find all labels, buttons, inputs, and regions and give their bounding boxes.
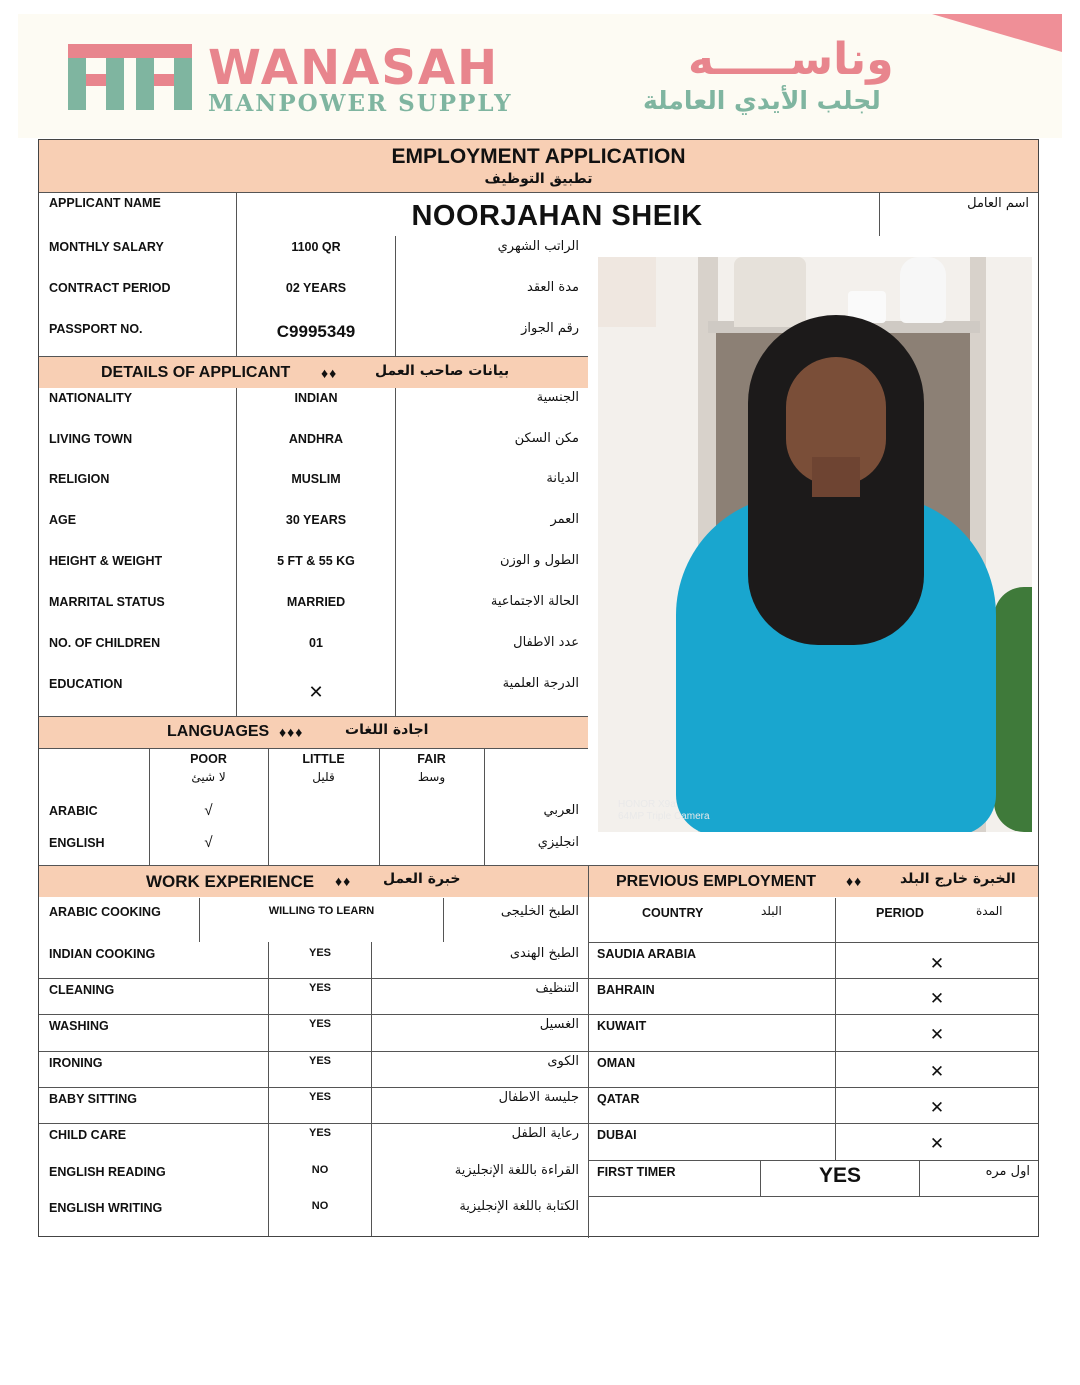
details-section-band [39,357,588,388]
previous-employment-section-band [588,866,1038,897]
photo-watermark-line-2: 64MP Triple Camera [618,811,710,822]
first-timer-value: YES [818,1164,862,1187]
living-town-value: ANDHRA [288,432,344,446]
age-label: AGE [49,513,77,527]
first-timer-label-ar: اول مره [985,1164,1030,1179]
we-child-care-label: CHILD CARE [49,1128,127,1142]
contract-period-label: CONTRACT PERIOD [49,281,171,295]
age-value: 30 YEARS [285,513,347,527]
lang-english-poor-check-icon: √ [204,834,213,851]
applicant-name-label: APPLICANT NAME [49,196,161,210]
lang-level-little: LITTLE [302,752,345,766]
details-title-en: DETAILS OF APPLICANT [101,364,291,381]
marital-status-value: MARRIED [286,595,346,609]
height-weight-value: 5 FT & 55 KG [277,554,355,568]
we-arabic-cooking-label-ar: الطبخ الخليجى [500,904,579,919]
pe-period-dubai-cross-icon: ✕ [929,1134,945,1153]
pe-country-qatar: QATAR [597,1092,640,1106]
lang-level-poor-ar: لا شيئ [191,770,226,784]
we-ironing-label-ar: الكوى [547,1054,579,1069]
we-cleaning-label: CLEANING [49,983,115,997]
nationality-label: NATIONALITY [49,391,133,405]
contract-period-label-ar: مدة العقد [527,280,579,295]
brand-subtitle-ar: لجلب الأيدي العاملة [643,86,881,115]
form-title-band [39,140,1038,192]
we-arabic-cooking-label: ARABIC COOKING [49,905,161,919]
work-experience-title-ar: خبرة العمل [383,871,461,887]
we-english-reading-label: ENGLISH READING [49,1165,166,1179]
company-banner [18,14,1062,138]
religion-label: RELIGION [49,472,110,486]
applicant-name-label-ar: اسم العامل [967,196,1029,211]
we-ironing-value: YES [308,1055,331,1067]
pe-country-kuwait: KUWAIT [597,1019,647,1033]
we-english-writing-value: NO [311,1200,329,1212]
we-child-care-label-ar: رعاية الطفل [511,1126,579,1141]
details-title-ar: بيانات صاحب العمل [375,363,510,379]
pe-country-oman: OMAN [597,1056,636,1070]
monthly-salary-label-ar: الراتب الشهري [497,239,579,254]
religion-label-ar: الديانة [546,471,579,486]
form-title-en: EMPLOYMENT APPLICATION [391,145,686,168]
form-title-ar: تطبيق التوظيف [484,171,593,187]
passport-no-label: PASSPORT NO. [49,322,143,336]
we-english-reading-label-ar: القراءة باللغة الإنجليزية [454,1163,579,1178]
brand-name-ar: وناســـــه [688,34,894,85]
we-washing-label-ar: الغسيل [539,1017,579,1032]
height-weight-label: HEIGHT & WEIGHT [49,554,163,568]
nationality-value: INDIAN [294,391,338,405]
employment-application-form [38,139,1039,1237]
education-value-cross-icon: ✕ [308,682,324,702]
lang-level-poor: POOR [190,752,227,766]
monthly-salary-label: MONTHLY SALARY [49,240,164,254]
pe-country-saudi: SAUDIA ARABIA [597,947,697,961]
photo-watermark [618,799,710,823]
we-baby-sitting-label: BABY SITTING [49,1092,137,1106]
contract-period-value: 02 YEARS [285,281,347,295]
lang-arabic-label-ar: العربي [543,803,579,818]
pe-country-header: COUNTRY [642,906,704,920]
banner-corner-decoration [932,14,1062,52]
education-label: EDUCATION [49,677,123,691]
lang-arabic-label: ARABIC [49,804,98,818]
pe-country-bahrain: BAHRAIN [597,983,655,997]
pe-period-header-ar: المدة [976,904,1003,918]
height-weight-label-ar: الطول و الوزن [499,553,579,568]
children-value: 01 [309,636,323,650]
lang-arabic-poor-check-icon: √ [204,802,213,819]
religion-value: MUSLIM [291,472,341,486]
we-baby-sitting-label-ar: جليسة الاطفال [498,1090,579,1105]
languages-title-en: LANGUAGES [167,723,270,740]
we-washing-value: YES [308,1018,331,1030]
passport-no-label-ar: رقم الجواز [521,321,579,336]
pe-country-header-ar: البلد [761,904,782,918]
living-town-label: LIVING TOWN [49,432,133,446]
first-timer-label: FIRST TIMER [597,1165,676,1179]
nationality-label-ar: الجنسية [536,390,579,405]
work-experience-title-en: WORK EXPERIENCE [146,872,315,891]
pe-period-bahrain-cross-icon: ✕ [929,989,945,1008]
pe-country-dubai: DUBAI [597,1128,637,1142]
marital-status-label: MARRITAL STATUS [49,595,165,609]
children-label-ar: عدد الاطفال [513,635,579,650]
work-experience-section-band [39,866,588,897]
we-cleaning-label-ar: التنظيف [535,981,579,996]
lang-level-little-ar: قليل [312,770,335,784]
lang-level-fair-ar: وسط [417,770,446,784]
we-washing-label: WASHING [49,1019,109,1033]
pe-period-kuwait-cross-icon: ✕ [929,1025,945,1044]
lang-english-label: ENGLISH [49,836,105,850]
we-english-writing-label: ENGLISH WRITING [49,1201,163,1215]
pe-period-qatar-cross-icon: ✕ [929,1098,945,1117]
applicant-name-value: NOORJAHAN SHEIK [411,200,703,232]
we-indian-cooking-label: INDIAN COOKING [49,947,156,961]
lang-english-label-ar: انجليزي [537,835,579,850]
we-ironing-label: IRONING [49,1056,103,1070]
we-indian-cooking-value: YES [308,947,331,959]
brand-name-en: WANASAH [208,40,500,96]
education-label-ar: الدرجة العلمية [502,676,579,691]
we-arabic-cooking-value: WILLING TO LEARN [268,905,375,917]
pe-period-header: PERIOD [876,906,924,920]
we-baby-sitting-value: YES [308,1091,331,1103]
previous-employment-title-ar: الخبرة خارج البلد [900,871,1016,887]
we-cleaning-value: YES [308,982,331,994]
living-town-label-ar: مكن السكن [514,431,579,446]
passport-no-value: C9995349 [276,322,356,341]
lang-level-fair: FAIR [417,752,446,766]
brand-subtitle-en: MANPOWER SUPPLY [208,90,513,117]
languages-diamond-icons: ♦♦♦ [279,724,304,740]
work-experience-diamond-icons: ♦♦ [335,873,352,889]
pe-period-oman-cross-icon: ✕ [929,1062,945,1081]
languages-title-ar: اجادة اللغات [345,722,429,738]
marital-status-label-ar: الحالة الاجتماعية [490,594,579,609]
we-english-reading-value: NO [311,1164,329,1176]
we-child-care-value: YES [308,1127,331,1139]
details-diamond-icons: ♦♦ [321,365,338,381]
we-indian-cooking-label-ar: الطبخ الهندى [509,946,579,961]
applicant-photo [598,257,1032,832]
languages-section-band [39,717,588,748]
we-english-writing-label-ar: الكتابة باللغة الإنجليزية [459,1199,579,1214]
company-logo-icon [68,44,192,110]
pe-period-saudi-cross-icon: ✕ [929,954,945,973]
children-label: NO. OF CHILDREN [49,636,161,650]
previous-employment-diamond-icons: ♦♦ [846,873,863,889]
monthly-salary-value: 1100 QR [291,240,341,254]
photo-watermark-line-1: HONOR X9a [618,799,676,810]
age-label-ar: العمر [550,512,579,527]
previous-employment-title-en: PREVIOUS EMPLOYMENT [616,873,817,890]
